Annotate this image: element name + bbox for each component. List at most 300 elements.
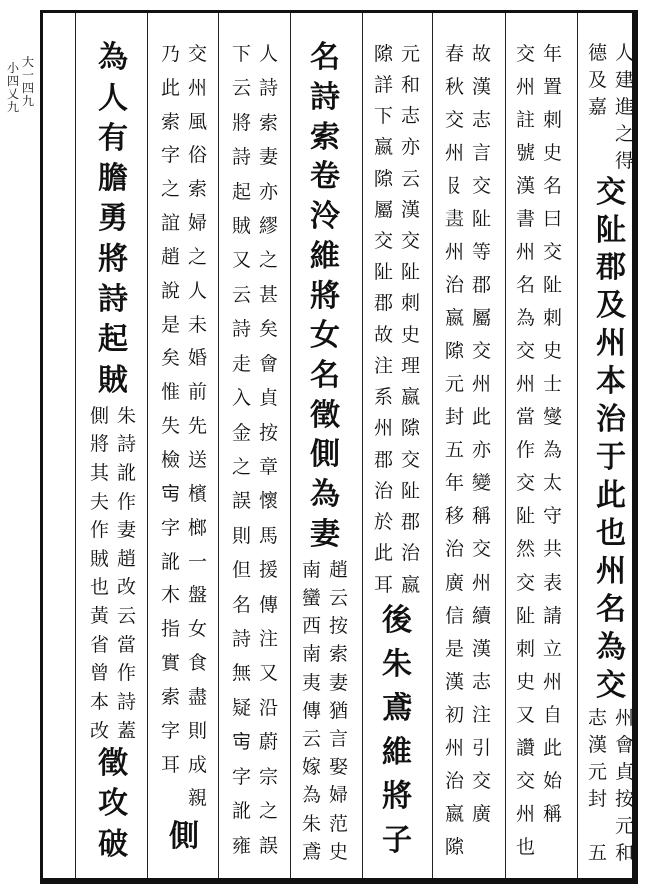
commentary-char: 引	[471, 736, 491, 759]
main-text-char: 女	[310, 318, 340, 354]
commentary-char: 嘉	[587, 95, 607, 118]
commentary-char: 蓋	[116, 719, 136, 742]
main-text-char: 卷	[310, 159, 340, 195]
commentary-char: 食	[187, 652, 207, 675]
commentary-char: 南	[301, 643, 321, 666]
commentary-char: 於	[373, 511, 393, 534]
commentary-char: 和	[400, 73, 420, 96]
commentary-char: 貞	[614, 761, 634, 784]
commentary-char: 交	[187, 42, 207, 65]
margin-char: 九	[22, 94, 35, 108]
main-text-char: 交	[596, 174, 626, 210]
commentary-char: 字	[160, 516, 180, 539]
commentary-char: 曰	[542, 207, 562, 230]
commentary-char: 當	[515, 406, 535, 429]
text-column	[370, 40, 424, 875]
main-text-char: 賊	[98, 362, 128, 398]
commentary-char: 等	[471, 241, 491, 264]
commentary-char: 𨻶	[373, 42, 393, 65]
margin-char: 乂	[7, 87, 20, 101]
commentary-char: 史	[400, 323, 420, 346]
main-text-char: 維	[382, 734, 412, 770]
commentary-char: 之	[160, 178, 180, 201]
commentary-char: 蠻	[301, 586, 321, 609]
commentary-char: 漢	[400, 198, 420, 221]
commentary-char: 續	[471, 604, 491, 627]
commentary-char: 系	[373, 386, 393, 409]
commentary-char: 宗	[258, 765, 278, 788]
commentary-char: 交	[515, 340, 535, 363]
commentary-char: 交	[515, 472, 535, 495]
commentary-char: 字	[160, 144, 180, 167]
commentary-char: 婚	[187, 347, 207, 370]
text-column	[228, 40, 282, 875]
commentary-char: 夫	[89, 490, 109, 513]
commentary-char: 人	[187, 279, 207, 302]
commentary-char: 注	[471, 703, 491, 726]
commentary-char: 索	[328, 643, 348, 666]
commentary-char: 誼	[160, 212, 180, 235]
commentary-char: 州	[444, 241, 464, 264]
commentary-char: 之	[258, 800, 278, 823]
main-text-char: 攻	[98, 786, 128, 822]
commentary-char: 書	[515, 207, 535, 230]
column-rule	[432, 13, 433, 878]
main-text-char: 州	[596, 326, 626, 362]
commentary-char: 移	[444, 505, 464, 528]
commentary-char: 交	[542, 241, 562, 264]
commentary-char: 妻	[258, 146, 278, 169]
commentary-char: 云	[231, 283, 251, 306]
commentary-char: 送	[187, 448, 207, 471]
column-rule	[75, 13, 76, 878]
commentary-char: 州	[515, 75, 535, 98]
commentary-char: 始	[542, 769, 562, 792]
commentary-char: 詩	[231, 146, 251, 169]
commentary-char: 交	[400, 448, 420, 471]
margin-char: 一	[22, 68, 35, 82]
commentary-char: 惟	[160, 381, 180, 404]
commentary-char: 阯	[515, 604, 535, 627]
commentary-char: 春	[444, 42, 464, 65]
commentary-char: 云	[400, 167, 420, 190]
commentary-char: 前	[187, 381, 207, 404]
main-text-char: 索	[310, 119, 340, 155]
commentary-char: 志	[471, 670, 491, 693]
column-rule	[362, 13, 363, 878]
commentary-char: 字	[231, 765, 251, 788]
commentary-char: 史	[542, 141, 562, 164]
commentary-char: 刺	[400, 292, 420, 315]
commentary-char: 𡧍	[231, 731, 251, 754]
commentary-char: 傳	[258, 593, 278, 616]
commentary-char: 嬴	[400, 386, 420, 409]
commentary-char: 州	[373, 417, 393, 440]
commentary-char: 交	[444, 108, 464, 131]
commentary-char: 𨻶	[444, 340, 464, 363]
commentary-char: 郡	[471, 274, 491, 297]
commentary-char: 郡	[373, 292, 393, 315]
commentary-char: 治	[400, 542, 420, 565]
commentary-char: 索	[187, 178, 207, 201]
commentary-char: 盤	[187, 584, 207, 607]
commentary-char: 刺	[542, 307, 562, 330]
commentary-char: 木	[160, 584, 180, 607]
commentary-char: 一	[187, 550, 207, 573]
text-column	[441, 40, 495, 875]
main-text-char: 有	[98, 120, 128, 156]
commentary-char: 走	[231, 352, 251, 375]
commentary-char: 故	[373, 323, 393, 346]
commentary-char: 治	[444, 538, 464, 561]
commentary-char: 將	[89, 433, 109, 456]
main-text-char: 朱	[382, 646, 412, 682]
commentary-char: 耳	[160, 753, 180, 776]
commentary-char: 親	[187, 787, 207, 810]
column-rule	[505, 13, 506, 878]
commentary-char: 州	[471, 373, 491, 396]
commentary-char: 自	[542, 703, 562, 726]
commentary-char: 為	[515, 307, 535, 330]
main-text-char: 徵	[310, 397, 340, 433]
commentary-char: 稱	[471, 505, 491, 528]
main-text-char: 名	[310, 358, 340, 394]
commentary-char: 俗	[187, 144, 207, 167]
commentary-char: 耳	[373, 573, 393, 596]
commentary-char: 𡧍	[160, 482, 180, 505]
commentary-char: 下	[231, 42, 251, 65]
commentary-char: 索	[258, 111, 278, 134]
commentary-char: 馬	[258, 524, 278, 547]
commentary-char: 索	[160, 685, 180, 708]
commentary-char: 阯	[515, 505, 535, 528]
commentary-char: 成	[187, 753, 207, 776]
text-column	[512, 40, 566, 875]
commentary-char: 貞	[258, 387, 278, 410]
main-text-char: 詩	[310, 79, 340, 115]
commentary-char: 詩	[231, 628, 251, 651]
commentary-char: 漢	[471, 75, 491, 98]
main-text-char: 郡	[596, 250, 626, 286]
commentary-char: 郡	[373, 448, 393, 471]
main-text-char: 勇	[98, 201, 128, 237]
commentary-char: 誤	[258, 834, 278, 857]
commentary-char: 請	[542, 604, 562, 627]
commentary-char: 州	[614, 707, 634, 730]
commentary-char: 下	[373, 105, 393, 127]
commentary-char: 甚	[258, 283, 278, 306]
commentary-char: 按	[614, 788, 634, 811]
commentary-char: 五	[444, 439, 464, 462]
commentary-char: 交	[515, 571, 535, 594]
commentary-char: 趙	[160, 245, 180, 268]
commentary-char: 當	[116, 633, 136, 656]
commentary-char: 五	[587, 842, 607, 865]
commentary-char: 封	[444, 406, 464, 429]
commentary-char: 字	[160, 719, 180, 742]
column-rule	[577, 13, 578, 878]
commentary-char: 嬴	[400, 573, 420, 596]
commentary-char: 阯	[373, 261, 393, 284]
commentary-char: 未	[187, 313, 207, 336]
commentary-char: 此	[542, 736, 562, 759]
commentary-char: 娶	[328, 756, 348, 779]
commentary-char: 朱	[116, 404, 136, 427]
commentary-char: 指	[160, 618, 180, 641]
commentary-char: 按	[328, 615, 348, 638]
commentary-char: 云	[231, 77, 251, 100]
commentary-char: 元	[444, 373, 464, 396]
commentary-char: 漢	[587, 734, 607, 757]
commentary-char: 但	[231, 559, 251, 582]
commentary-char: 為	[542, 439, 562, 462]
commentary-char: 州	[444, 141, 464, 164]
margin-char: 大	[22, 55, 35, 69]
commentary-char: 之	[614, 122, 634, 145]
commentary-char: 誤	[231, 490, 251, 513]
commentary-char: 志	[587, 707, 607, 730]
commentary-char: 賊	[89, 547, 109, 570]
commentary-char: 詩	[116, 433, 136, 456]
column-rule	[147, 13, 148, 878]
commentary-char: 屬	[471, 307, 491, 330]
commentary-char: 改	[89, 719, 109, 742]
commentary-char: 𦘕	[444, 207, 464, 230]
main-text-char: 側	[310, 437, 340, 473]
main-text-char: 交	[596, 667, 626, 703]
commentary-char: 注	[373, 354, 393, 377]
commentary-char: 矣	[160, 347, 180, 370]
commentary-char: 言	[471, 141, 491, 164]
main-text-char: 後	[382, 602, 412, 638]
commentary-char: 變	[471, 472, 491, 495]
commentary-char: 志	[400, 105, 420, 127]
commentary-char: 史	[328, 840, 348, 863]
commentary-char: 云	[328, 586, 348, 609]
commentary-char: 榔	[187, 516, 207, 539]
commentary-char: 實	[160, 652, 180, 675]
main-text-char: 起	[98, 322, 128, 358]
commentary-char: 女	[187, 618, 207, 641]
commentary-char: 訛	[160, 550, 180, 573]
commentary-char: 婦	[328, 784, 348, 807]
text-column	[86, 40, 140, 875]
commentary-char: 名	[231, 593, 251, 616]
commentary-char: 州	[444, 736, 464, 759]
commentary-char: 漢	[444, 670, 464, 693]
commentary-char: 會	[614, 734, 634, 757]
commentary-char: 作	[116, 662, 136, 685]
commentary-char: 人	[258, 42, 278, 65]
commentary-char: 乃	[160, 42, 180, 65]
commentary-char: 置	[542, 75, 562, 98]
commentary-char: 鳶	[301, 840, 321, 863]
main-text-char: 州	[596, 553, 626, 589]
commentary-char: 婦	[187, 212, 207, 235]
main-text-char: 詩	[98, 281, 128, 317]
commentary-char: 𨻶	[400, 417, 420, 440]
main-text-char: 妻	[310, 516, 340, 552]
commentary-char: 交	[471, 174, 491, 197]
commentary-char: 州	[187, 76, 207, 99]
commentary-char: 亦	[400, 136, 420, 159]
commentary-char: 交	[471, 538, 491, 561]
commentary-char: 趙	[116, 547, 136, 570]
commentary-char: 之	[231, 455, 251, 478]
commentary-char: 則	[231, 524, 251, 547]
commentary-char: 州	[471, 571, 491, 594]
commentary-char: 廣	[471, 802, 491, 825]
commentary-char: 交	[373, 229, 393, 252]
commentary-char: 云	[116, 605, 136, 628]
main-text-char: 本	[596, 364, 626, 400]
commentary-char: 懷	[258, 490, 278, 513]
commentary-char: 年	[444, 472, 464, 495]
commentary-char: 嬴	[444, 307, 464, 330]
commentary-char: 註	[515, 108, 535, 131]
main-text-char: 及	[596, 288, 626, 324]
commentary-char: 嬴	[373, 136, 393, 159]
commentary-char: 元	[587, 761, 607, 784]
commentary-char: 州	[515, 241, 535, 264]
main-text-char: 此	[596, 477, 626, 513]
commentary-char: 名	[515, 274, 535, 297]
commentary-char: 妻	[116, 519, 136, 542]
commentary-char: 妻	[328, 671, 348, 694]
commentary-char: 交	[400, 229, 420, 252]
commentary-char: 改	[116, 576, 136, 599]
commentary-char: 進	[614, 95, 634, 118]
commentary-char: 省	[89, 633, 109, 656]
commentary-char: 詩	[116, 690, 136, 713]
commentary-char: 阯	[542, 274, 562, 297]
commentary-char: 士	[542, 373, 562, 396]
commentary-char: 無	[231, 662, 251, 685]
commentary-char: 也	[515, 835, 535, 858]
commentary-char: 和	[614, 842, 634, 865]
commentary-char: 嫁	[301, 756, 321, 779]
main-text-char: 阯	[596, 212, 626, 248]
commentary-char: 治	[444, 769, 464, 792]
commentary-char: 入	[231, 387, 251, 410]
column-rule	[218, 13, 219, 878]
commentary-char: 名	[542, 174, 562, 197]
commentary-char: 治	[373, 479, 393, 502]
commentary-char: 本	[89, 690, 109, 713]
commentary-char: 元	[614, 815, 634, 838]
commentary-char: 州	[515, 373, 535, 396]
commentary-char: 又	[258, 662, 278, 685]
commentary-char: 作	[116, 490, 136, 513]
commentary-char: 也	[89, 576, 109, 599]
commentary-char: 云	[301, 727, 321, 750]
commentary-char: 則	[187, 719, 207, 742]
commentary-char: 之	[187, 245, 207, 268]
commentary-char: 檳	[187, 482, 207, 505]
main-text-char: 泠	[310, 199, 340, 235]
commentary-char: 之	[258, 249, 278, 272]
commentary-char: 盡	[187, 685, 207, 708]
commentary-char: 援	[258, 559, 278, 582]
commentary-char: 又	[231, 249, 251, 272]
main-text-char: 將	[382, 778, 412, 814]
commentary-char: 秋	[444, 75, 464, 98]
commentary-char: 封	[587, 788, 607, 811]
commentary-char: 治	[444, 274, 464, 297]
commentary-char: 初	[444, 703, 464, 726]
commentary-char: 嬴	[444, 802, 464, 825]
commentary-char: 南	[301, 558, 321, 581]
commentary-char: 先	[187, 415, 207, 438]
commentary-char: 太	[542, 472, 562, 495]
commentary-char: 阯	[400, 261, 420, 284]
commentary-char: 此	[160, 76, 180, 99]
commentary-char: 章	[258, 455, 278, 478]
commentary-char: 會	[258, 352, 278, 375]
commentary-char: 理	[400, 354, 420, 377]
commentary-char: 信	[444, 604, 464, 627]
commentary-char: 𨻶	[444, 835, 464, 858]
commentary-char: 作	[515, 439, 535, 462]
main-text-char: 側	[169, 819, 199, 855]
commentary-char: 矣	[258, 318, 278, 341]
main-text-char: 為	[98, 40, 128, 76]
commentary-char: 號	[515, 141, 535, 164]
text-column	[157, 40, 211, 875]
main-text-char: 鳶	[382, 690, 412, 726]
commentary-char: 繆	[258, 214, 278, 237]
commentary-char: 此	[471, 406, 491, 429]
commentary-char: 風	[187, 110, 207, 133]
commentary-char: 說	[160, 279, 180, 302]
main-text-char: 破	[98, 826, 128, 862]
commentary-char: 詩	[258, 77, 278, 100]
column-rule	[290, 13, 291, 878]
main-text-char: 子	[382, 822, 412, 858]
commentary-char: 守	[542, 505, 562, 528]
commentary-char: 金	[231, 421, 251, 444]
main-text-char: 將	[98, 241, 128, 277]
commentary-char: 立	[542, 637, 562, 660]
commentary-char: 廣	[444, 571, 464, 594]
text-column	[298, 40, 352, 875]
commentary-char: 索	[160, 110, 180, 133]
commentary-char: 漢	[471, 637, 491, 660]
commentary-char: 是	[444, 637, 464, 660]
commentary-char: 黃	[89, 605, 109, 628]
main-text-char: 也	[596, 515, 626, 551]
commentary-char: 訛	[116, 462, 136, 485]
commentary-char: 州	[542, 670, 562, 693]
commentary-char: 檢	[160, 448, 180, 471]
margin-char: 四	[7, 74, 20, 88]
text-column	[584, 40, 638, 875]
commentary-char: 夷	[301, 671, 321, 694]
commentary-char: 訛	[231, 800, 251, 823]
commentary-char: 又	[515, 703, 535, 726]
main-text-char: 為	[310, 477, 340, 513]
commentary-char: 德	[587, 42, 607, 65]
margin-char: 小	[7, 61, 20, 75]
margin-char: 九	[7, 100, 20, 114]
commentary-char: 得	[614, 149, 634, 172]
commentary-char: 為	[301, 784, 321, 807]
commentary-char: 郡	[400, 511, 420, 534]
commentary-char: 建	[614, 68, 634, 91]
commentary-char: 亦	[258, 180, 278, 203]
commentary-char: 亦	[471, 439, 491, 462]
main-text-char: 名	[310, 40, 340, 76]
